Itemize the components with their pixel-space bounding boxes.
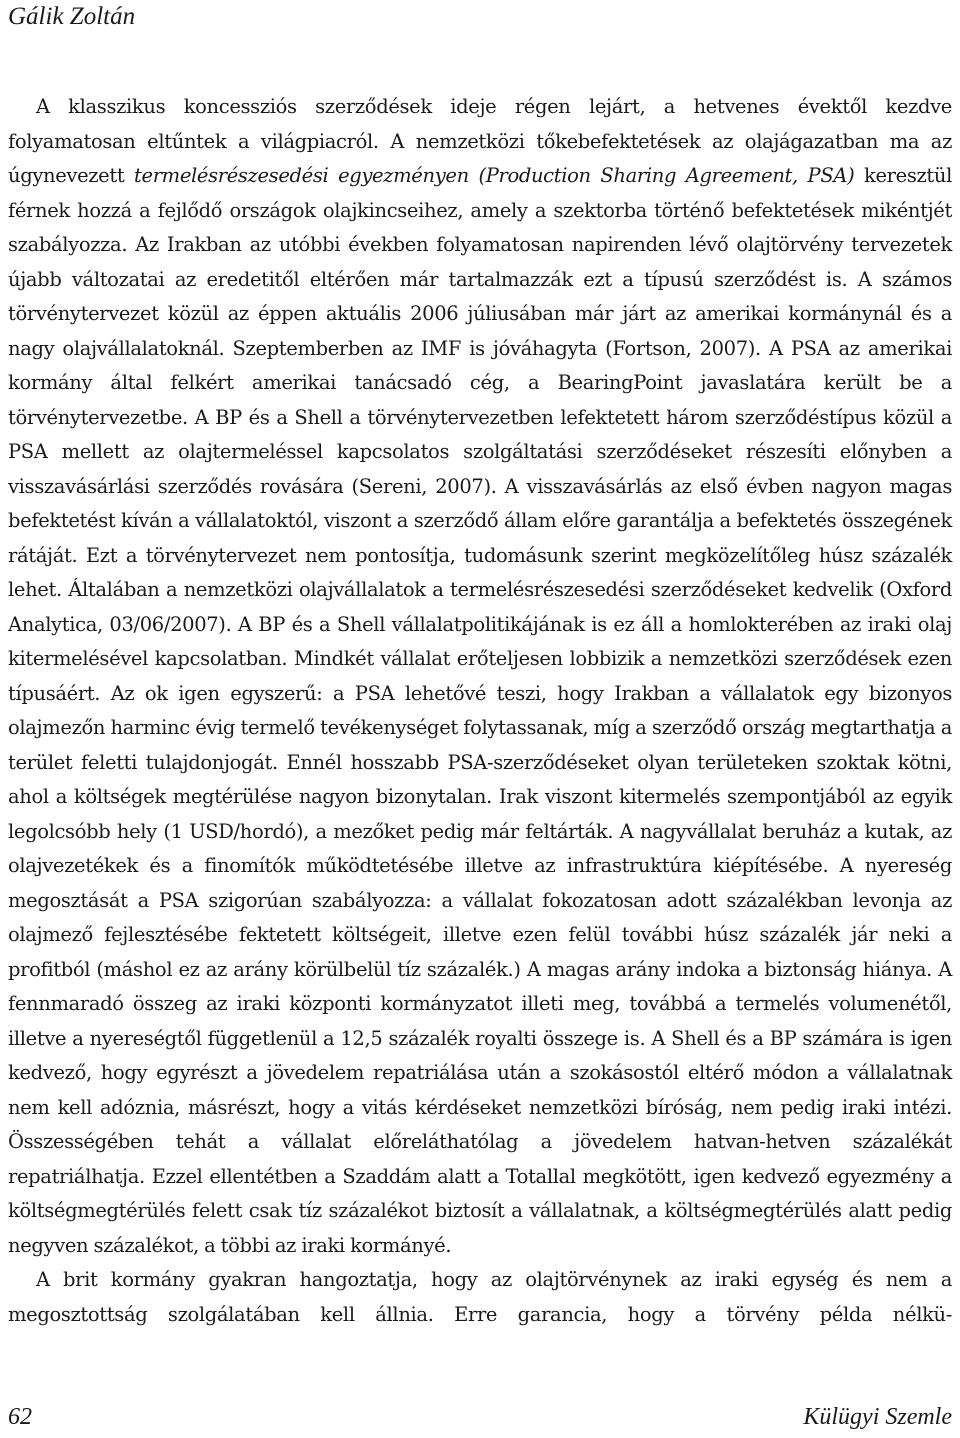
page-footer: [8, 1402, 952, 1432]
article-body: [8, 90, 952, 1332]
page-number: 62: [8, 1404, 32, 1430]
running-head-author: Gálik Zoltán: [8, 3, 136, 30]
paragraph-2: A brit kormány gyakran hangoztatja, hogy az olajtörvénynek az iraki egység és nem a megosztottság szolgálatában kell állnia. Erre garancia, hogy a törvény példa nélkü-: [8, 1268, 952, 1326]
paragraph-1: [8, 90, 952, 1263]
paragraph-1-part-1: A klasszikus koncessziós szerződések ideje régen lejárt, a hetvenes évektől kezdve folyamatosan eltűntek a világpiacról. A nemzetközi tőkebefektetések az olajágazatban ma az úgynevezett: [8, 95, 952, 187]
paragraph-1-part-2: keresztül férnek hozzá a fejlődő országok olajkincseihez, amely a szektorba történő befektetések mikéntjét szabályozza. Az Irakban az utóbbi években folyamatosan napirenden lévő olajtörvény tervezetek újabb változatai az eredetitől eltérően már tartalmazzák ezt a típusú szerződést is. A számos törvénytervezet közül az éppen aktuális 2006 júliusában már járt az amerikai kormánynál és a nagy olajvállalatoknál. Szeptemberben az IMF is jóváhagyta (Fortson, 2007). A PSA az amerikai kormány által felkért amerikai tanácsadó cég, a BearingPoint javaslatára került be a törvénytervezetbe. A BP és a Shell a törvénytervezetben lefektetett három szerződéstípus közül a PSA mellett az olajtermeléssel kapcsolatos szolgáltatási szerződéseket részesíti előnyben a visszavásárlási szerződés rovására (Sereni, 2007). A visszavásárlás az első évben nagyon magas befektetést kíván a vállalatoktól, viszont a szerződő állam előre garantálja a befektetés összegének rátáját. Ezt a törvénytervezet nem pontosítja, tudomásunk szerint megközelítőleg húsz százalék lehet. Általában a nemzetközi olajvállalatok a termelésrészesedési szerződéseket kedvelik (Oxford Analytica, 03/06/2007). A BP és a Shell vállalatpolitikájának is ez áll a homlokterében az iraki olaj kitermelésével kapcsolatban. Mindkét vállalat erőteljesen lobbizik a nemzetközi szerződések ezen típusáért. Az ok igen egyszerű: a PSA lehetővé teszi, hogy Irakban a vállalatok egy bizonyos olajmezőn harminc évig termelő tevékenységet folytassanak, míg a szerződő ország megtarthatja a terület feletti tulajdonjogát. Ennél hosszabb PSA-szerződéseket olyan területeken szoktak kötni, ahol a költségek megtérülése nagyon bizonytalan. Irak viszont kitermelés szempontjából az egyik legolcsóbb hely (1 USD/hordó), a mezőket pedig már feltárták. A nagyvállalat beruház a kutak, az olajvezetékek és a finomítók működtetésébe illetve az infrastruktúra kiépítésébe. A nyereség megosztását a PSA szigorúan szabályozza: a vállalat fokozatosan adott százalékban levonja az olajmező fejlesztésébe fektetett költségeit, illetve ezen felül további húsz százalék jár neki a profitból (máshol ez az arány körülbelül tíz százalék.) A magas arány indoka a biztonság hiánya. A fennmaradó összeg az iraki központi kormányzatot illeti meg, továbbá a termelés volumenétől, illetve a nyereségtől függetlenül a 12,5 százalék royalti összege is. A Shell és a BP számára is igen kedvező, hogy egyrészt a jövedelem repatriálása után a szokásostól eltérő módon a vállalatnak nem kell adóznia, másrészt, hogy a vitás kérdéseket nemzetközi bíróság, nem pedig iraki intézi. Összességében tehát a vállalat előreláthatólag a jövedelem hatvan-hetven százalékát repatriálhatja. Ezzel ellentétben a Szaddám alatt a Totallal megkötött, igen kedvező egyezmény a költségmegtérülés felett csak tíz százalékot biztosít a vállalatnak, a költségmegtérülés alatt pedig negyven százalékot, a többi az iraki kormányé.: [8, 164, 952, 1257]
journal-name: Külügyi Szemle: [803, 1404, 952, 1430]
psa-term-italic: termelésrészesedési egyezményen (Production Sharing Agreement, PSA): [134, 164, 855, 187]
